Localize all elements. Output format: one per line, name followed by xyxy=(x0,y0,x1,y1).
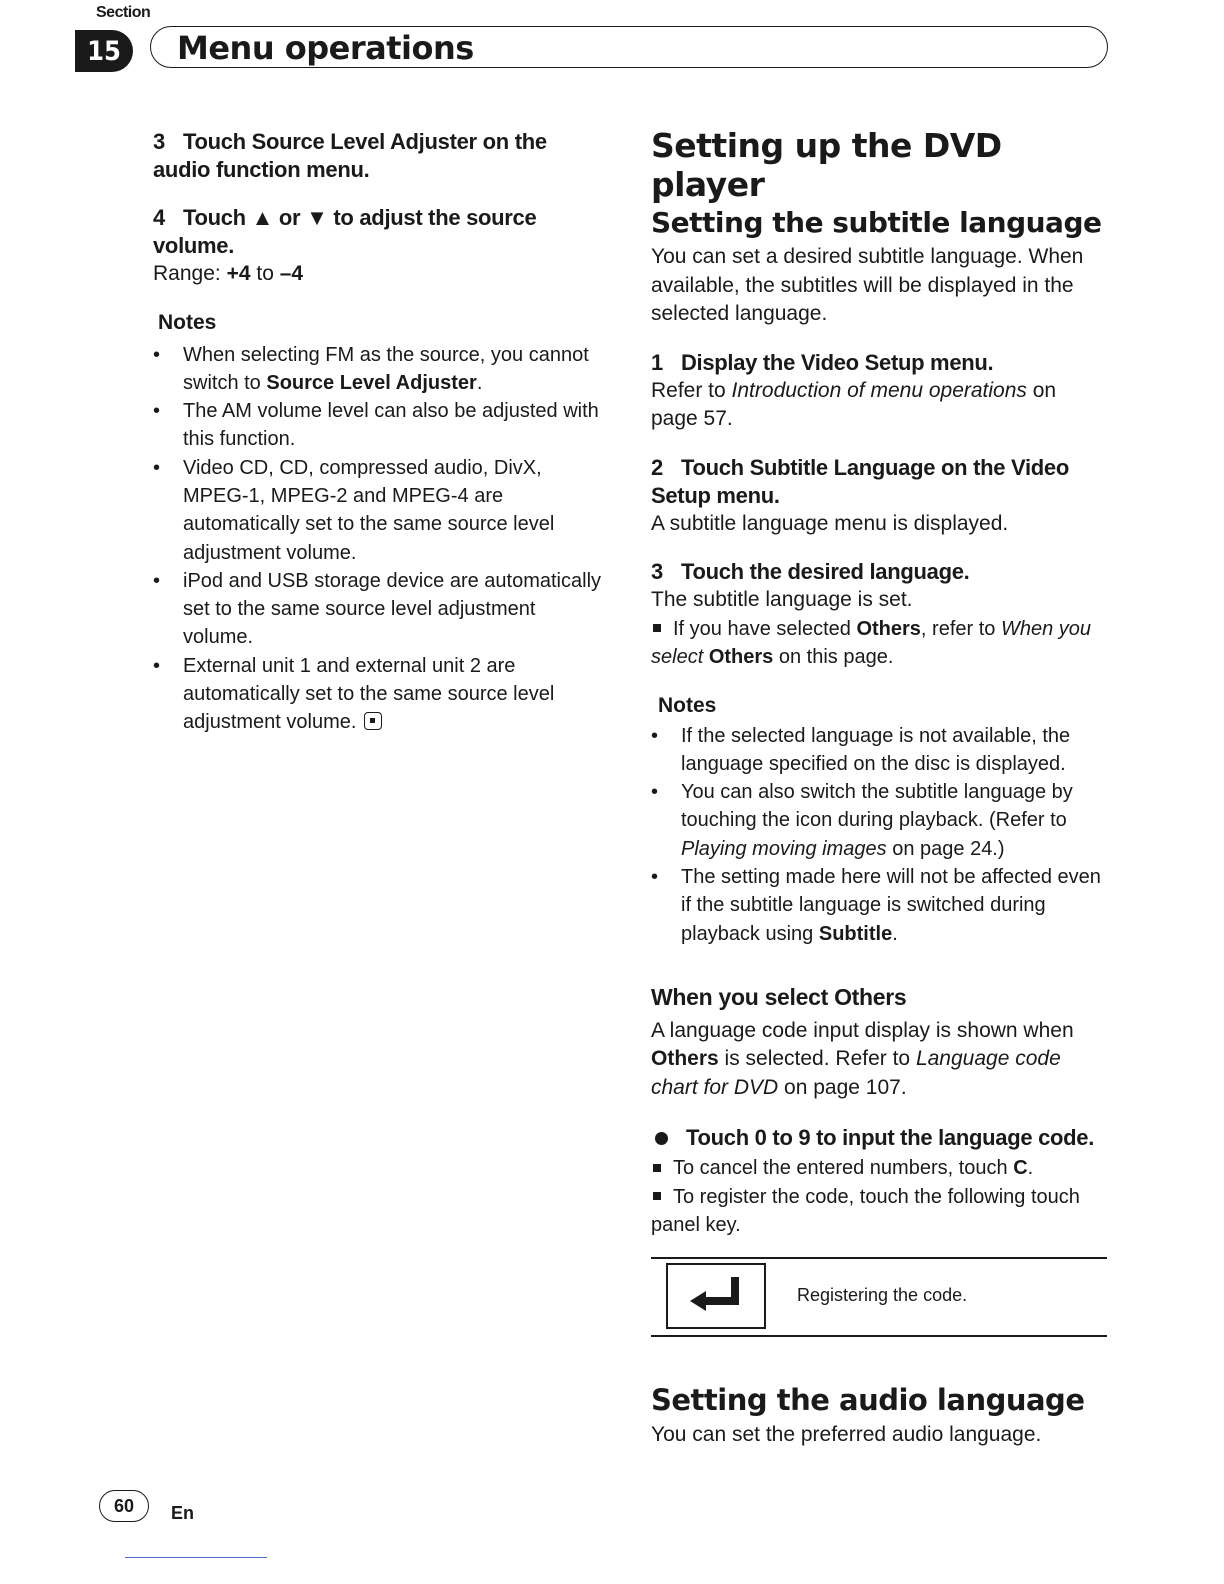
audio-body: You can set the preferred audio language. xyxy=(651,1422,1042,1446)
step-1-body xyxy=(651,377,1107,434)
range-to: –4 xyxy=(279,262,304,285)
step-1-display-video-setup xyxy=(651,349,1107,377)
body-text-end: on this page. xyxy=(773,646,894,668)
enter-key-icon xyxy=(666,1263,766,1329)
step-2-body: A subtitle language menu is displayed. xyxy=(651,511,1009,535)
square-bullet-icon xyxy=(653,624,661,632)
key-table-row xyxy=(651,1259,1107,1335)
step-text: Display the Video Setup menu. xyxy=(680,349,994,375)
body-text-end: on page 57. xyxy=(651,378,1057,430)
step-number: 4 xyxy=(153,205,165,230)
bullet-step-input-code xyxy=(651,1124,1107,1152)
list-item: • iPod and USB storage device are automatically set to the same source level adjustment volume. xyxy=(153,567,608,652)
step-number: 2 xyxy=(651,454,663,480)
body-bold: Others xyxy=(651,1047,719,1071)
step-text: Touch Source Level Adjuster on the audio function menu. xyxy=(153,129,547,182)
cross-reference-link[interactable]: Playing moving images xyxy=(681,837,887,860)
body-text-end: on page 107. xyxy=(778,1075,907,1099)
step-number: 3 xyxy=(651,559,663,584)
key-description: Registering the code. xyxy=(797,1284,968,1305)
body-text: is selected. Refer to xyxy=(718,1047,916,1071)
language-code: En xyxy=(171,1503,195,1523)
body-text: To register the code, touch the following touch panel key. xyxy=(651,1185,1080,1237)
cross-reference-link[interactable]: Introduction of menu operations xyxy=(731,378,1027,402)
step-4-adjust-volume xyxy=(153,204,608,260)
step-3-source-level xyxy=(153,128,608,184)
body-text: Refer to xyxy=(651,378,732,402)
range-to-word: to xyxy=(256,262,274,285)
section-number-badge: 15 xyxy=(75,30,133,72)
square-bullet-icon xyxy=(653,1192,661,1200)
subsection-heading-others: When you select Others xyxy=(651,983,907,1010)
cross-reference-link[interactable]: When you select xyxy=(651,617,1092,668)
right-column xyxy=(651,126,1107,1449)
step-text: Touch the desired language. xyxy=(680,559,970,584)
note-text: The setting made here will not be affected even if the subtitle language is switched during playback using xyxy=(681,865,1101,945)
enter-arrow-icon xyxy=(668,1265,764,1327)
others-sub-2 xyxy=(651,1183,1107,1240)
step-number: 1 xyxy=(651,349,663,375)
step-2-touch-subtitle-language xyxy=(651,454,1107,510)
section-heading-dvd-setup: Setting up the DVD player xyxy=(651,126,1002,204)
others-sub-1 xyxy=(651,1154,1107,1183)
range-line xyxy=(153,260,608,289)
table-bottom-rule xyxy=(651,1335,1107,1337)
step-3-note xyxy=(651,615,1107,672)
note-text-end: . xyxy=(892,922,898,945)
note-text: You can also switch the subtitle language by touching the icon during playback. (Refer to xyxy=(681,781,1073,832)
note-text: External unit 1 and external unit 2 are automatically set to the same source level adjustment volume. xyxy=(183,654,555,734)
notes-heading: Notes xyxy=(658,693,717,717)
square-bullet-icon xyxy=(653,1164,661,1172)
page-title: Menu operations xyxy=(177,29,474,67)
subsection-heading-subtitle: Setting the subtitle language xyxy=(651,206,1102,239)
bullet-dot-icon xyxy=(655,1132,668,1145)
body-text: , refer to xyxy=(920,617,1001,640)
note-text: When selecting FM as the source, you cannot switch to xyxy=(183,343,589,394)
footer-rule xyxy=(125,1557,267,1558)
list-item xyxy=(153,652,608,737)
list-item xyxy=(153,341,608,398)
step-text: Touch 0 to 9 to input the language code. xyxy=(686,1125,1095,1151)
list-item: • If the selected language is not available, the language specified on the disc is displayed. xyxy=(651,722,1107,779)
cross-reference-link[interactable]: Language code chart for DVD xyxy=(651,1047,1061,1099)
list-item xyxy=(651,863,1107,948)
subtitle-intro: You can set a desired subtitle language. When available, the subtitles will be displayed in the selected language. xyxy=(651,245,1084,325)
body-text: If you have selected xyxy=(673,617,857,640)
page-number: 60 xyxy=(99,1490,149,1522)
notes-heading: Notes xyxy=(158,310,217,334)
body-text: To cancel the entered numbers, touch xyxy=(673,1157,1014,1180)
end-mark-icon xyxy=(364,712,382,730)
section-label: Section xyxy=(96,4,151,21)
left-column xyxy=(153,128,608,737)
note-bold: Source Level Adjuster xyxy=(266,371,477,394)
body-bold: Others xyxy=(856,617,921,640)
left-notes-list xyxy=(153,341,608,737)
cross-reference-bold[interactable]: Others xyxy=(708,646,774,668)
subsection-heading-audio: Setting the audio language xyxy=(651,1382,1085,1417)
step-number: 3 xyxy=(153,129,165,154)
list-item: • Video CD, CD, compressed audio, DivX, MPEG-1, MPEG-2 and MPEG-4 are automatically set to the same source level adjustment volume. xyxy=(153,454,608,567)
range-label: Range: xyxy=(153,262,221,285)
range-from: +4 xyxy=(226,262,251,285)
step-3-body: The subtitle language is set. xyxy=(651,588,913,611)
body-text-end: . xyxy=(1027,1157,1034,1180)
others-body xyxy=(651,1017,1107,1103)
note-text-end: . xyxy=(476,371,483,394)
note-bold: Subtitle xyxy=(818,922,893,945)
list-item xyxy=(651,778,1107,863)
note-text-end: on page 24.) xyxy=(886,837,1005,860)
body-bold: C xyxy=(1013,1157,1028,1180)
step-text: Touch Subtitle Language on the Video Setup menu. xyxy=(651,454,1069,508)
body-text: A language code input display is shown when xyxy=(651,1018,1074,1042)
step-3-touch-language xyxy=(651,558,1107,586)
step-text: Touch ▲ or ▼ to adjust the source volume. xyxy=(153,205,537,258)
list-item: • The AM volume level can also be adjusted with this function. xyxy=(153,397,608,454)
right-notes-list xyxy=(651,722,1107,948)
